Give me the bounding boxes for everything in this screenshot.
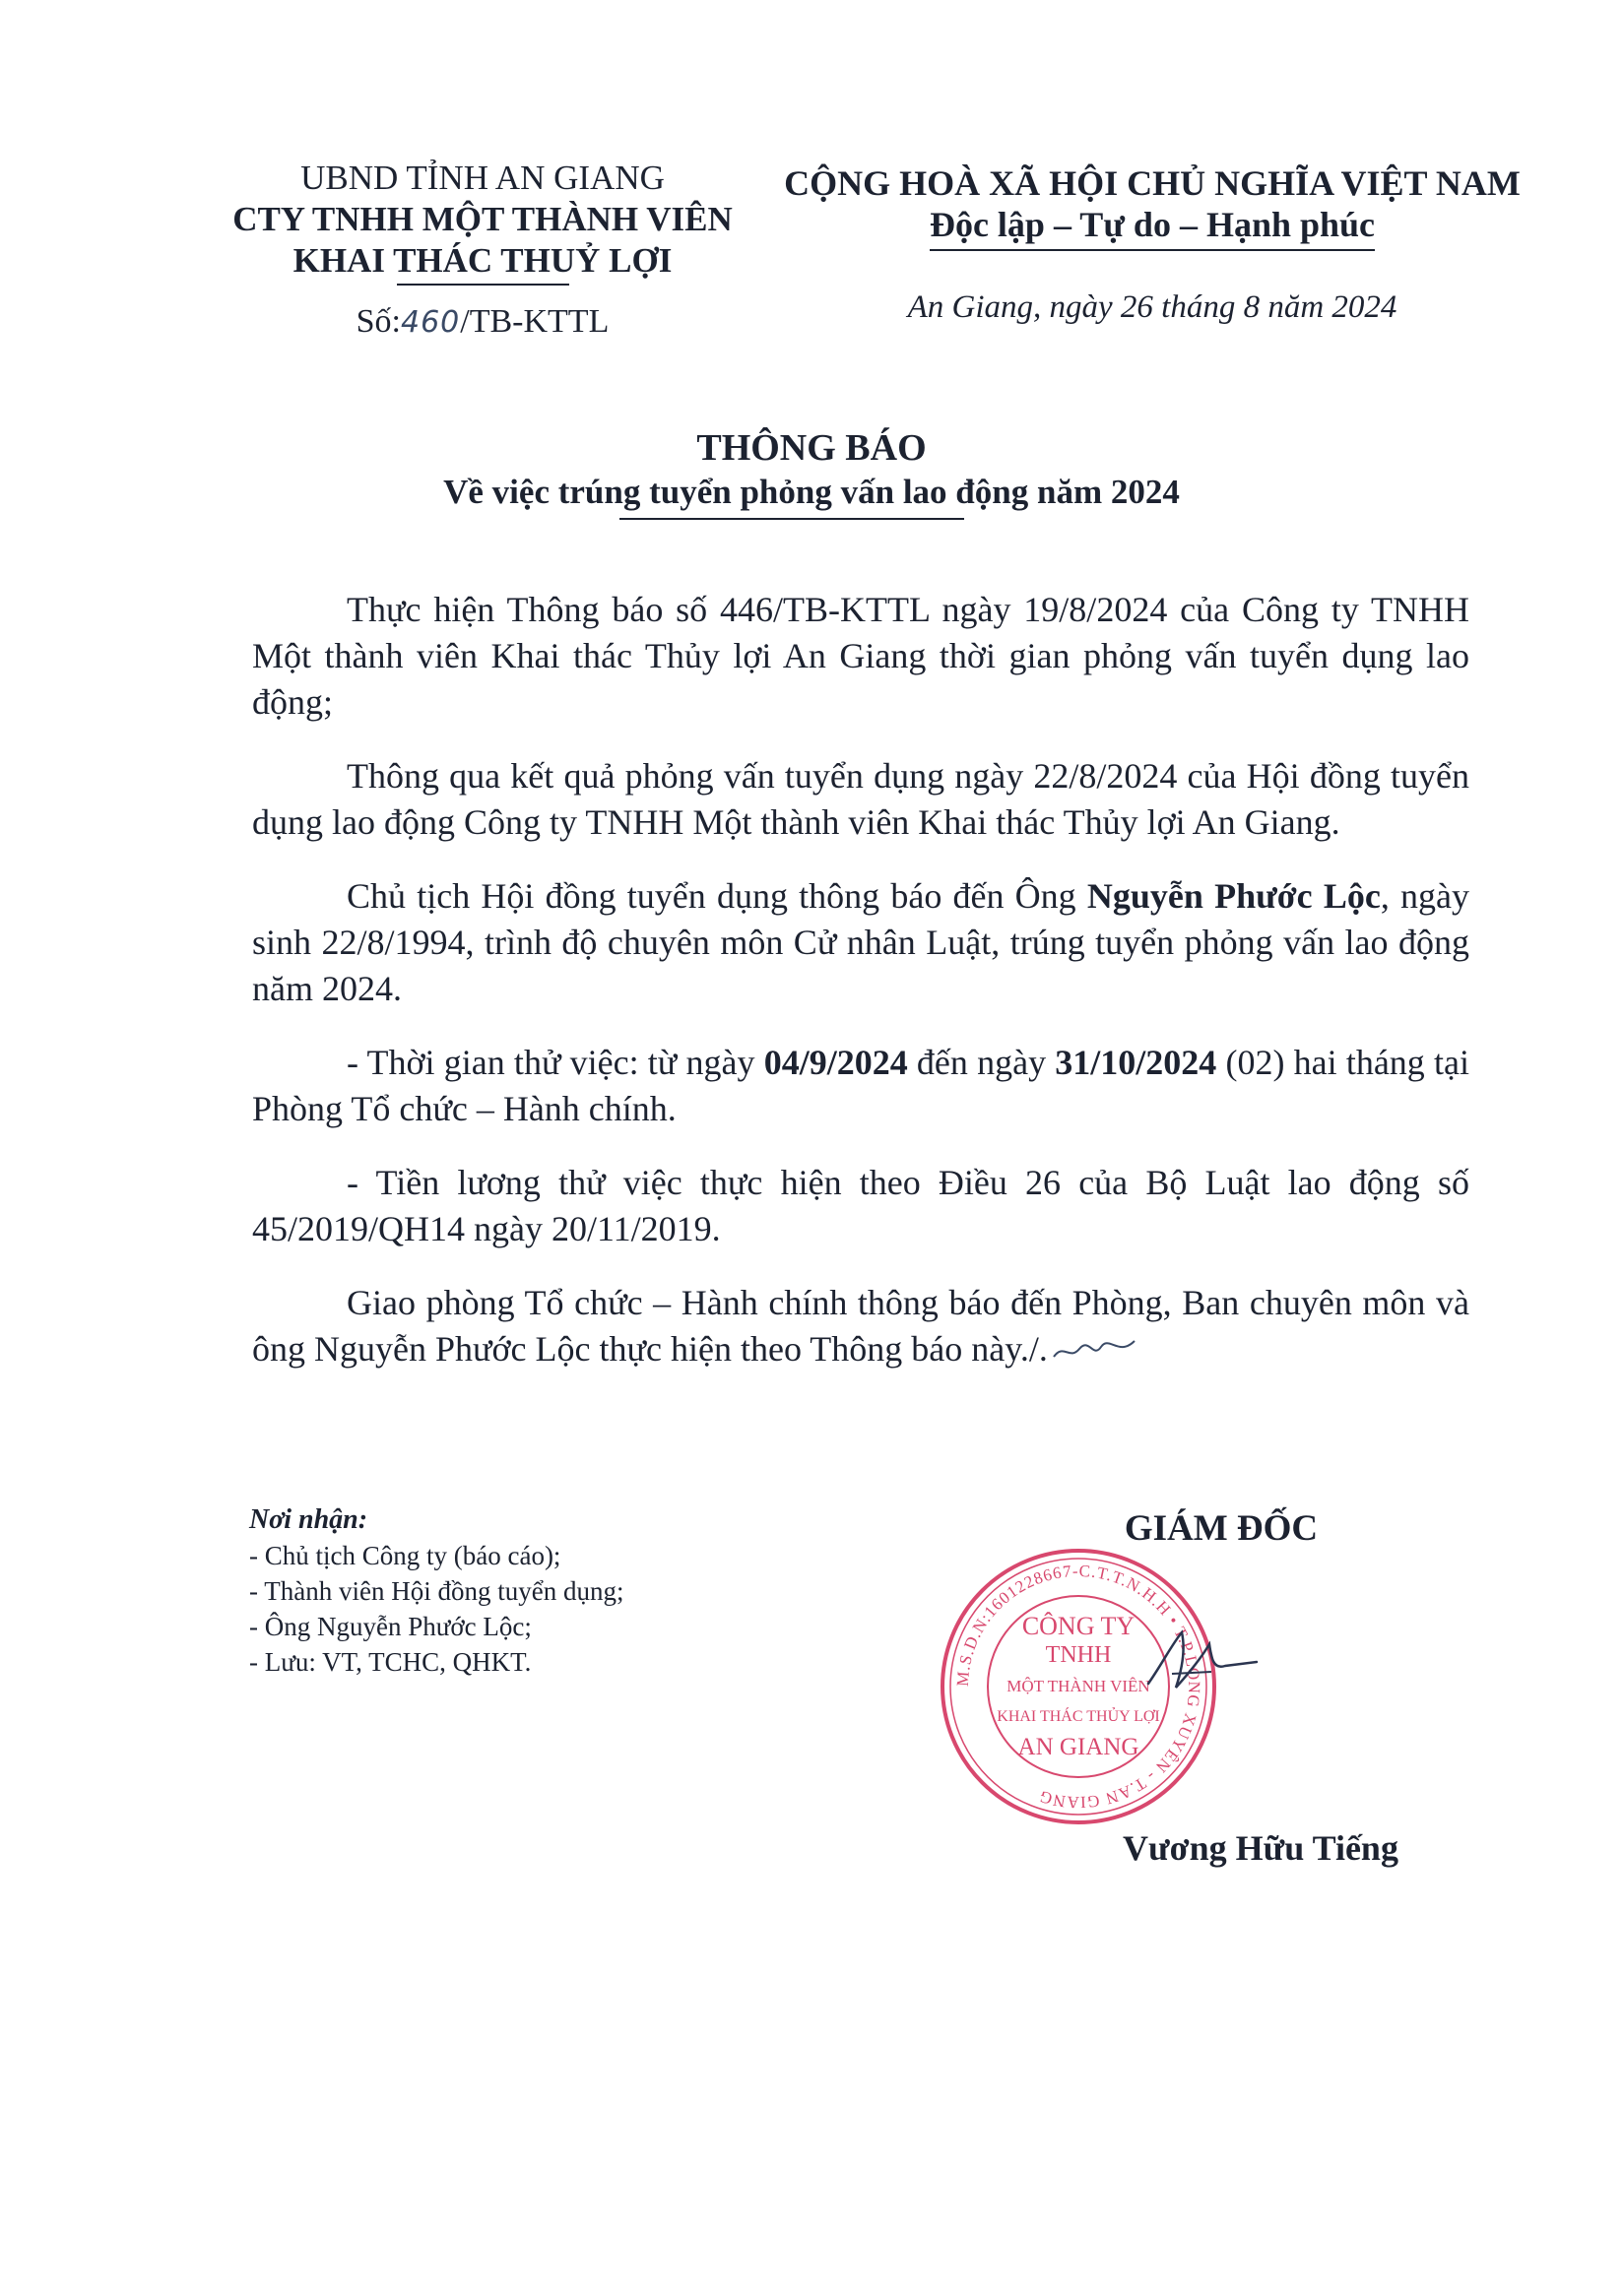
document-title-block — [0, 425, 1623, 520]
national-header-block — [768, 162, 1536, 328]
candidate-name: Nguyễn Phước Lộc — [1086, 876, 1381, 916]
document-title: THÔNG BÁO — [696, 427, 927, 469]
signer-title: GIÁM ĐỐC — [1124, 1508, 1319, 1549]
assignment-end-mark: ./. — [1019, 1329, 1048, 1369]
recipient-item: - Ông Nguyễn Phước Lộc; — [249, 1612, 532, 1641]
probation-end-date: 31/10/2024 — [1055, 1043, 1217, 1082]
seal-line1: CÔNG TY — [1021, 1612, 1136, 1640]
recipient-item: - Lưu: VT, TCHC, QHKT. — [249, 1647, 532, 1677]
recipients-heading: Nơi nhận: — [249, 1504, 368, 1535]
seal-line3: MỘT THÀNH VIÊN — [1006, 1677, 1150, 1695]
seal-ring-text: M.S.D.N:1601228667-C.T.T.N.H.H • T.P.LONG XUYÊN - T.AN GIANG — [952, 1561, 1204, 1813]
recipient-item: - Chủ tịch Công ty (báo cáo); — [249, 1541, 561, 1570]
paragraph-announcement — [252, 873, 1469, 1012]
company-name-line1: CTY TNHH MỘT THÀNH VIÊN — [232, 200, 733, 238]
recipient-item: - Thành viên Hội đồng tuyển dụng; — [249, 1576, 624, 1606]
seal-line2: TNHH — [1045, 1642, 1112, 1668]
document-subject: Về việc trúng tuyển phỏng vấn lao động năm 2024 — [443, 473, 1180, 511]
announcement-text-b: , ngày sinh 22/8/1994, trình độ chuyên môn Cử nhân Luật, trúng tuyển phỏng vấn lao động năm 2024. — [252, 876, 1470, 1008]
paragraph-interview-result: Thông qua kết quả phỏng vấn tuyển dụng ngày 22/8/2024 của Hội đồng tuyển dụng lao động Công ty TNHH Một thành viên Khai thác Thủy lợi An Giang. — [252, 756, 1469, 842]
document-body — [252, 587, 1469, 1400]
announcement-text-a: Chủ tịch Hội đồng tuyển dụng thông báo đến Ông — [347, 876, 1087, 916]
national-motto: Độc lập – Tự do – Hạnh phúc — [930, 204, 1375, 251]
company-name-line2: KHAI THÁC THUỶ LỢI — [292, 241, 673, 280]
paragraph-probation-period — [252, 1040, 1469, 1132]
handwritten-signature — [1142, 1615, 1261, 1703]
probation-text-b: đến ngày — [907, 1043, 1056, 1082]
probation-text-c: (02) hai tháng tại Phòng Tổ chức – Hành chính. — [252, 1043, 1469, 1128]
document-number — [197, 301, 768, 344]
document-number-prefix: Số: — [356, 303, 401, 340]
probation-start-date: 04/9/2024 — [763, 1043, 908, 1082]
national-title: CỘNG HOÀ XÃ HỘI CHỦ NGHĨA VIỆT NAM — [784, 163, 1521, 203]
recipients-block — [249, 1502, 761, 1680]
seal-line4: KHAI THÁC THỦY LỢI — [997, 1708, 1160, 1725]
initials-scribble — [1050, 1335, 1138, 1365]
agency-name: UBND TỈNH AN GIANG — [300, 159, 665, 197]
header-left-underline — [397, 284, 569, 286]
issuing-authority-block — [197, 158, 768, 344]
assignment-text: Giao phòng Tổ chức – Hành chính thông báo đến Phòng, Ban chuyên môn và ông Nguyễn Phước Lộc thực hiện theo Thông báo này — [252, 1283, 1469, 1369]
place-and-date: An Giang, ngày 26 tháng 8 năm 2024 — [907, 289, 1397, 325]
seal-line5: AN GIANG — [1017, 1734, 1139, 1760]
document-number-handwritten: 460 — [401, 305, 461, 340]
probation-text-a: - Thời gian thử việc: từ ngày — [347, 1043, 764, 1082]
signer-name: Vương Hữu Tiếng — [1123, 1828, 1398, 1868]
paragraph-assignment — [252, 1280, 1469, 1372]
subject-underline — [619, 518, 964, 520]
paragraph-probation-salary: - Tiền lương thử việc thực hiện theo Điều 26 của Bộ Luật lao động số 45/2019/QH14 ngày 20/11/2019. — [252, 1163, 1469, 1248]
paragraph-reference: Thực hiện Thông báo số 446/TB-KTTL ngày 19/8/2024 của Công ty TNHH Một thành viên Khai thác Thủy lợi An Giang thời gian phỏng vấn tuyển dụng lao động; — [252, 590, 1469, 722]
document-number-suffix: /TB-KTTL — [460, 303, 610, 340]
